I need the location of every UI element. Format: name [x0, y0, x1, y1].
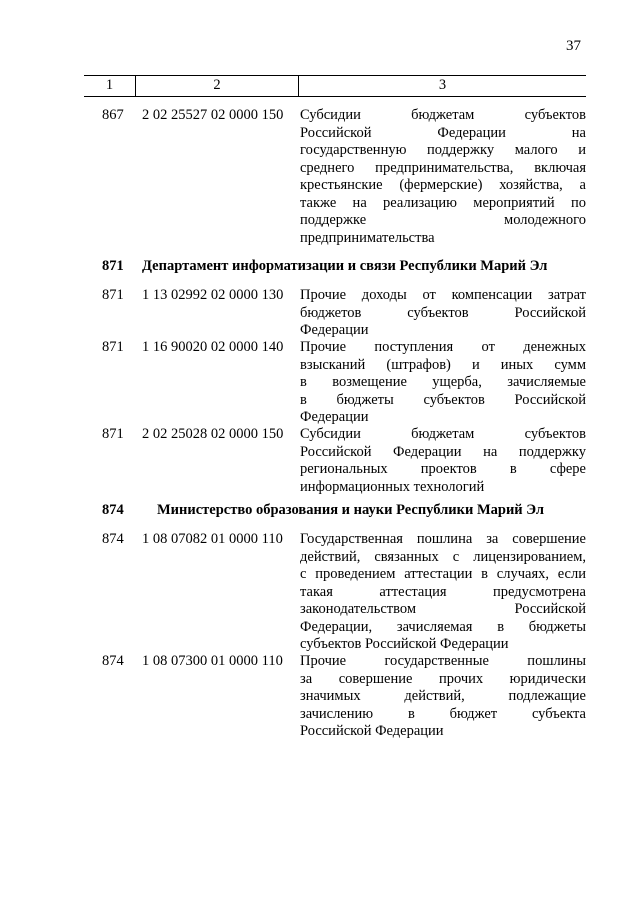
header-col-1: 1: [105, 77, 114, 93]
budget-code: 1 16 90020 02 0000 140: [142, 339, 284, 355]
section-code: 874: [102, 502, 124, 518]
description-line: поддержке молодежного: [300, 212, 586, 228]
description-line: бюджетов субъектов Российской: [300, 304, 586, 321]
description-line: Государственная пошлина за совершение: [300, 531, 586, 547]
revenue-description: [300, 531, 586, 654]
admin-code: 871: [102, 339, 124, 355]
description-line: значимых действий, подлежащие: [300, 688, 586, 704]
description-line: Прочие доходы от компенсации затрат: [300, 287, 586, 303]
description-line: субъектов Российской Федерации: [300, 636, 509, 652]
description-line: за совершение прочих юридически: [300, 670, 586, 687]
section-title: Департамент информатизации и связи Республики Марий Эл: [142, 258, 548, 274]
admin-code: 867: [102, 107, 124, 123]
description-line: Субсидии бюджетам субъектов: [300, 107, 586, 123]
admin-code: 871: [102, 426, 124, 442]
budget-code: 2 02 25028 02 0000 150: [142, 426, 284, 442]
revenue-description: [300, 107, 586, 247]
description-line: в возмещение ущерба, зачисляемые: [300, 374, 586, 390]
admin-code: 874: [102, 653, 124, 669]
description-line: Прочие государственные пошлины: [300, 653, 586, 669]
header-col-2: 2: [213, 77, 221, 93]
budget-code: 1 08 07082 01 0000 110: [142, 531, 283, 547]
description-line: информационных технологий: [300, 478, 485, 495]
description-line: государственную поддержку малого и: [300, 142, 586, 158]
budget-code: 1 13 02992 02 0000 130: [142, 287, 284, 303]
description-line: зачислению в бюджет субъекта: [300, 705, 586, 722]
revenue-description: [300, 287, 586, 340]
revenue-description: [300, 426, 586, 496]
description-line: Федерации: [300, 322, 369, 338]
admin-code: 874: [102, 531, 124, 547]
description-line: Прочие поступления от денежных: [300, 339, 586, 355]
admin-code: 871: [102, 287, 124, 303]
description-line: Российской Федерации на: [300, 124, 586, 141]
budget-code: 2 02 25527 02 0000 150: [142, 107, 284, 123]
revenue-table: [84, 75, 586, 739]
page-number: 37: [566, 38, 581, 54]
description-line: действий, связанных с лицензированием,: [300, 548, 586, 565]
description-line: Российской Федерации на поддержку: [300, 443, 586, 460]
description-line: предпринимательства: [300, 229, 435, 246]
description-line: в бюджеты субъектов Российской: [300, 391, 586, 408]
description-line: Федерации, зачисляемая в бюджеты: [300, 618, 586, 635]
section-title: Министерство образования и науки Республики Марий Эл: [157, 502, 545, 518]
description-line: среднего предпринимательства, включая: [300, 159, 586, 176]
description-line: Субсидии бюджетам субъектов: [300, 426, 586, 442]
table-header: [84, 75, 586, 97]
section-code: 871: [102, 258, 124, 274]
description-line: региональных проектов в сфере: [300, 461, 586, 477]
description-line: Федерации: [300, 409, 369, 425]
revenue-description: [300, 339, 586, 427]
description-line: с проведением аттестации в случаях, если: [300, 566, 586, 582]
description-line: взысканий (штрафов) и иных сумм: [300, 356, 586, 373]
description-line: Российской Федерации: [300, 723, 444, 739]
budget-code: 1 08 07300 01 0000 110: [142, 653, 283, 669]
description-line: крестьянские (фермерские) хозяйства, а: [300, 177, 586, 193]
revenue-description: [300, 653, 586, 741]
description-line: законодательством Российской: [300, 601, 586, 617]
header-col-3: 3: [438, 77, 447, 93]
description-line: такая аттестация предусмотрена: [300, 583, 586, 600]
description-line: также на реализацию мероприятий по: [300, 194, 586, 211]
